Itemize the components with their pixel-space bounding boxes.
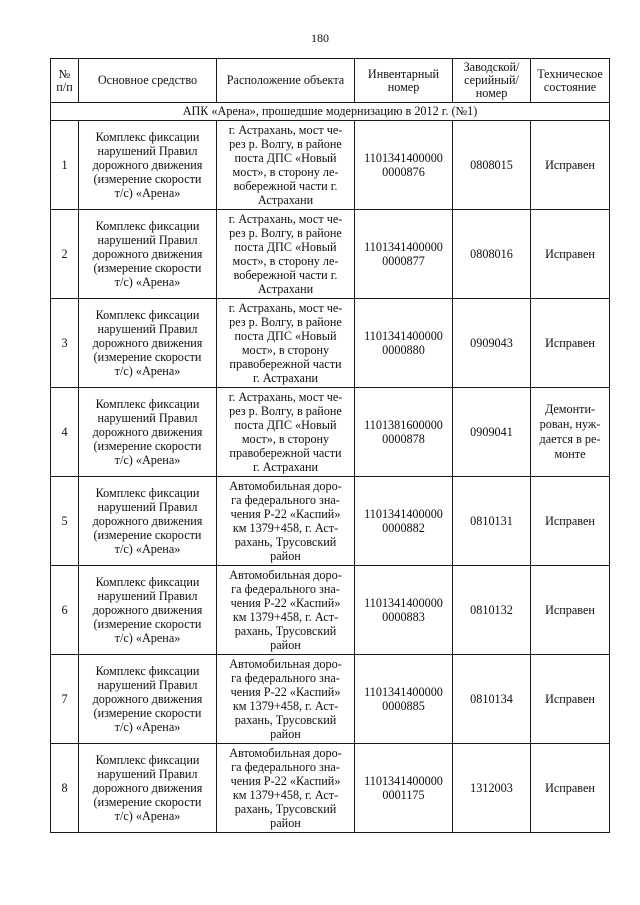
table-row: [51, 299, 610, 388]
cell-num: 5: [51, 477, 79, 566]
location-line: чения Р-22 «Каспий»: [230, 685, 341, 699]
cell-location: [217, 566, 355, 655]
location-line: рез р. Волгу, в районе: [229, 137, 342, 151]
location-line: г. Астрахани: [253, 371, 318, 385]
inventory-line: 1101341400000: [364, 774, 443, 788]
location-line: вобережной части г.: [233, 268, 338, 282]
location-line: мост», в сторону: [241, 432, 330, 446]
location-line: Автомобильная доро-: [229, 657, 342, 671]
location-line: г. Астрахань, мост че-: [228, 123, 343, 137]
cell-asset: [79, 210, 217, 299]
asset-line: т/с) «Арена»: [114, 631, 181, 645]
inventory-line: 0000876: [382, 165, 425, 179]
asset-line: нарушений Правил: [97, 767, 198, 781]
header-num-line: №: [58, 66, 71, 81]
cell-asset: [79, 566, 217, 655]
location-line: правобережной части: [229, 357, 342, 371]
asset-line: дорожного движения: [92, 425, 203, 439]
cell-serial: 1312003: [453, 744, 531, 833]
condition-line: Исправен: [545, 247, 595, 261]
cell-inventory: [355, 655, 453, 744]
location-line: км 1379+458, г. Аст-: [232, 699, 339, 713]
cell-inventory: [355, 744, 453, 833]
asset-line: Комплекс фиксации: [95, 575, 200, 589]
location-line: рез р. Волгу, в районе: [229, 315, 342, 329]
cell-inventory: [355, 388, 453, 477]
location-line: поста ДПС «Новый: [234, 240, 337, 254]
inventory-line: 0000880: [382, 343, 425, 357]
asset-line: (измерение скорости: [93, 350, 202, 364]
cell-condition: [531, 566, 610, 655]
header-num: [51, 59, 79, 103]
cell-condition: [531, 210, 610, 299]
header-asset: Основное средство: [79, 59, 217, 103]
location-line: рахань, Трусовский: [234, 624, 337, 638]
header-condition-line: состояние: [543, 79, 597, 94]
cell-inventory: [355, 121, 453, 210]
asset-line: т/с) «Арена»: [114, 542, 181, 556]
header-inventory-line: Инвентарный: [367, 66, 440, 81]
table-row: [51, 388, 610, 477]
header-row: [51, 59, 610, 103]
location-line: га федерального зна-: [231, 671, 340, 685]
asset-line: т/с) «Арена»: [114, 275, 181, 289]
condition-line: Исправен: [545, 692, 595, 706]
cell-num: 6: [51, 566, 79, 655]
cell-location: [217, 299, 355, 388]
asset-line: нарушений Правил: [97, 589, 198, 603]
cell-asset: [79, 388, 217, 477]
location-line: вобережной части г.: [233, 179, 338, 193]
cell-condition: [531, 477, 610, 566]
cell-asset: [79, 299, 217, 388]
header-serial-line: Заводской/: [463, 60, 520, 74]
inventory-line: 1101341400000: [364, 596, 443, 610]
asset-line: дорожного движения: [92, 247, 203, 261]
cell-num: 2: [51, 210, 79, 299]
header-serial-line: серийный/: [464, 73, 519, 87]
asset-line: нарушений Правил: [97, 678, 198, 692]
asset-line: (измерение скорости: [93, 439, 202, 453]
cell-inventory: [355, 566, 453, 655]
cell-inventory: [355, 210, 453, 299]
inventory-line: 0000883: [382, 610, 425, 624]
table-row: [51, 210, 610, 299]
inventory-line: 1101341400000: [364, 329, 443, 343]
asset-line: т/с) «Арена»: [114, 809, 181, 823]
asset-table: [50, 58, 610, 833]
asset-line: (измерение скорости: [93, 172, 202, 186]
asset-line: (измерение скорости: [93, 528, 202, 542]
condition-line: рован, нуж-: [539, 417, 601, 431]
cell-condition: [531, 299, 610, 388]
header-condition: [531, 59, 610, 103]
asset-line: Комплекс фиксации: [95, 308, 200, 322]
inventory-line: 0000877: [382, 254, 425, 268]
cell-condition: [531, 655, 610, 744]
cell-serial: 0808016: [453, 210, 531, 299]
location-line: г. Астрахани: [253, 460, 318, 474]
location-line: г. Астрахань, мост че-: [228, 212, 343, 226]
location-line: поста ДПС «Новый: [234, 151, 337, 165]
page-number: 180: [311, 31, 329, 45]
location-line: км 1379+458, г. Аст-: [232, 610, 339, 624]
asset-line: Комплекс фиксации: [95, 753, 200, 767]
cell-serial: 0909043: [453, 299, 531, 388]
header-serial: [453, 59, 531, 103]
location-line: Астрахани: [257, 193, 314, 207]
cell-location: [217, 121, 355, 210]
location-line: рахань, Трусовский: [234, 713, 337, 727]
header-inventory-line: номер: [387, 79, 420, 94]
condition-line: Исправен: [545, 781, 595, 795]
asset-line: нарушений Правил: [97, 322, 198, 336]
condition-line: монте: [554, 447, 586, 461]
inventory-line: 0000878: [382, 432, 425, 446]
asset-line: (измерение скорости: [93, 706, 202, 720]
location-line: поста ДПС «Новый: [234, 329, 337, 343]
location-line: мост», в сторону ле-: [232, 254, 339, 268]
cell-inventory: [355, 477, 453, 566]
condition-line: Демонти-: [544, 402, 596, 416]
cell-condition: [531, 388, 610, 477]
asset-line: т/с) «Арена»: [114, 364, 181, 378]
header-inventory: [355, 59, 453, 103]
asset-line: Комплекс фиксации: [95, 130, 200, 144]
header-condition-line: Техническое: [537, 66, 603, 81]
section-title: АПК «Арена», прошедшие модернизацию в 2012 г. (№1): [51, 103, 610, 121]
asset-line: нарушений Правил: [97, 500, 198, 514]
asset-line: дорожного движения: [92, 692, 203, 706]
location-line: чения Р-22 «Каспий»: [230, 596, 341, 610]
location-line: Астрахани: [257, 282, 314, 296]
asset-line: нарушений Правил: [97, 411, 198, 425]
cell-asset: [79, 744, 217, 833]
inventory-line: 1101381600000: [364, 418, 443, 432]
asset-line: Комплекс фиксации: [95, 397, 200, 411]
cell-num: 3: [51, 299, 79, 388]
location-line: рахань, Трусовский: [234, 535, 337, 549]
inventory-line: 1101341400000: [364, 151, 443, 165]
asset-line: (измерение скорости: [93, 795, 202, 809]
table-row: [51, 566, 610, 655]
cell-asset: [79, 655, 217, 744]
asset-line: дорожного движения: [92, 603, 203, 617]
location-line: Автомобильная доро-: [229, 746, 342, 760]
asset-line: (измерение скорости: [93, 617, 202, 631]
location-line: район: [270, 727, 301, 741]
location-line: км 1379+458, г. Аст-: [232, 521, 339, 535]
inventory-line: 0000882: [382, 521, 425, 535]
asset-line: Комплекс фиксации: [95, 664, 200, 678]
location-line: правобережной части: [229, 446, 342, 460]
location-line: чения Р-22 «Каспий»: [230, 774, 341, 788]
cell-serial: 0810134: [453, 655, 531, 744]
asset-line: дорожного движения: [92, 514, 203, 528]
cell-asset: [79, 121, 217, 210]
asset-line: нарушений Правил: [97, 233, 198, 247]
cell-num: 1: [51, 121, 79, 210]
location-line: г. Астрахань, мост че-: [228, 390, 343, 404]
cell-inventory: [355, 299, 453, 388]
header-num-line: п/п: [56, 79, 73, 94]
section-row: [51, 103, 610, 121]
cell-serial: 0810132: [453, 566, 531, 655]
condition-line: Исправен: [545, 336, 595, 350]
location-line: поста ДПС «Новый: [234, 418, 337, 432]
location-line: район: [270, 638, 301, 652]
cell-condition: [531, 121, 610, 210]
location-line: рез р. Волгу, в районе: [229, 226, 342, 240]
header-location: Расположение объекта: [217, 59, 355, 103]
location-line: га федерального зна-: [231, 493, 340, 507]
inventory-line: 0001175: [382, 788, 425, 802]
location-line: км 1379+458, г. Аст-: [232, 788, 339, 802]
inventory-line: 1101341400000: [364, 240, 443, 254]
cell-serial: 0810131: [453, 477, 531, 566]
asset-line: т/с) «Арена»: [114, 186, 181, 200]
cell-location: [217, 744, 355, 833]
location-line: мост», в сторону: [241, 343, 330, 357]
table-row: [51, 477, 610, 566]
cell-num: 4: [51, 388, 79, 477]
asset-line: (измерение скорости: [93, 261, 202, 275]
location-line: район: [270, 816, 301, 830]
inventory-line: 1101341400000: [364, 507, 443, 521]
cell-serial: 0808015: [453, 121, 531, 210]
condition-line: Исправен: [545, 514, 595, 528]
asset-line: дорожного движения: [92, 158, 203, 172]
table-row: [51, 121, 610, 210]
location-line: га федерального зна-: [231, 760, 340, 774]
cell-num: 7: [51, 655, 79, 744]
location-line: га федерального зна-: [231, 582, 340, 596]
location-line: Автомобильная доро-: [229, 479, 342, 493]
location-line: г. Астрахань, мост че-: [228, 301, 343, 315]
location-line: Автомобильная доро-: [229, 568, 342, 582]
table-row: [51, 655, 610, 744]
condition-line: дается в ре-: [539, 432, 601, 446]
asset-line: т/с) «Арена»: [114, 453, 181, 467]
cell-location: [217, 477, 355, 566]
inventory-line: 1101341400000: [364, 685, 443, 699]
cell-location: [217, 655, 355, 744]
table-row: [51, 744, 610, 833]
cell-asset: [79, 477, 217, 566]
location-line: чения Р-22 «Каспий»: [230, 507, 341, 521]
location-line: мост», в сторону ле-: [232, 165, 339, 179]
condition-line: Исправен: [545, 603, 595, 617]
asset-line: Комплекс фиксации: [95, 486, 200, 500]
cell-serial: 0909041: [453, 388, 531, 477]
asset-line: дорожного движения: [92, 336, 203, 350]
inventory-line: 0000885: [382, 699, 425, 713]
location-line: район: [270, 549, 301, 563]
asset-line: Комплекс фиксации: [95, 219, 200, 233]
location-line: рахань, Трусовский: [234, 802, 337, 816]
asset-line: т/с) «Арена»: [114, 720, 181, 734]
cell-condition: [531, 744, 610, 833]
condition-line: Исправен: [545, 158, 595, 172]
location-line: рез р. Волгу, в районе: [229, 404, 342, 418]
asset-line: дорожного движения: [92, 781, 203, 795]
cell-location: [217, 210, 355, 299]
asset-line: нарушений Правил: [97, 144, 198, 158]
cell-num: 8: [51, 744, 79, 833]
header-serial-line: номер: [475, 86, 508, 100]
cell-location: [217, 388, 355, 477]
